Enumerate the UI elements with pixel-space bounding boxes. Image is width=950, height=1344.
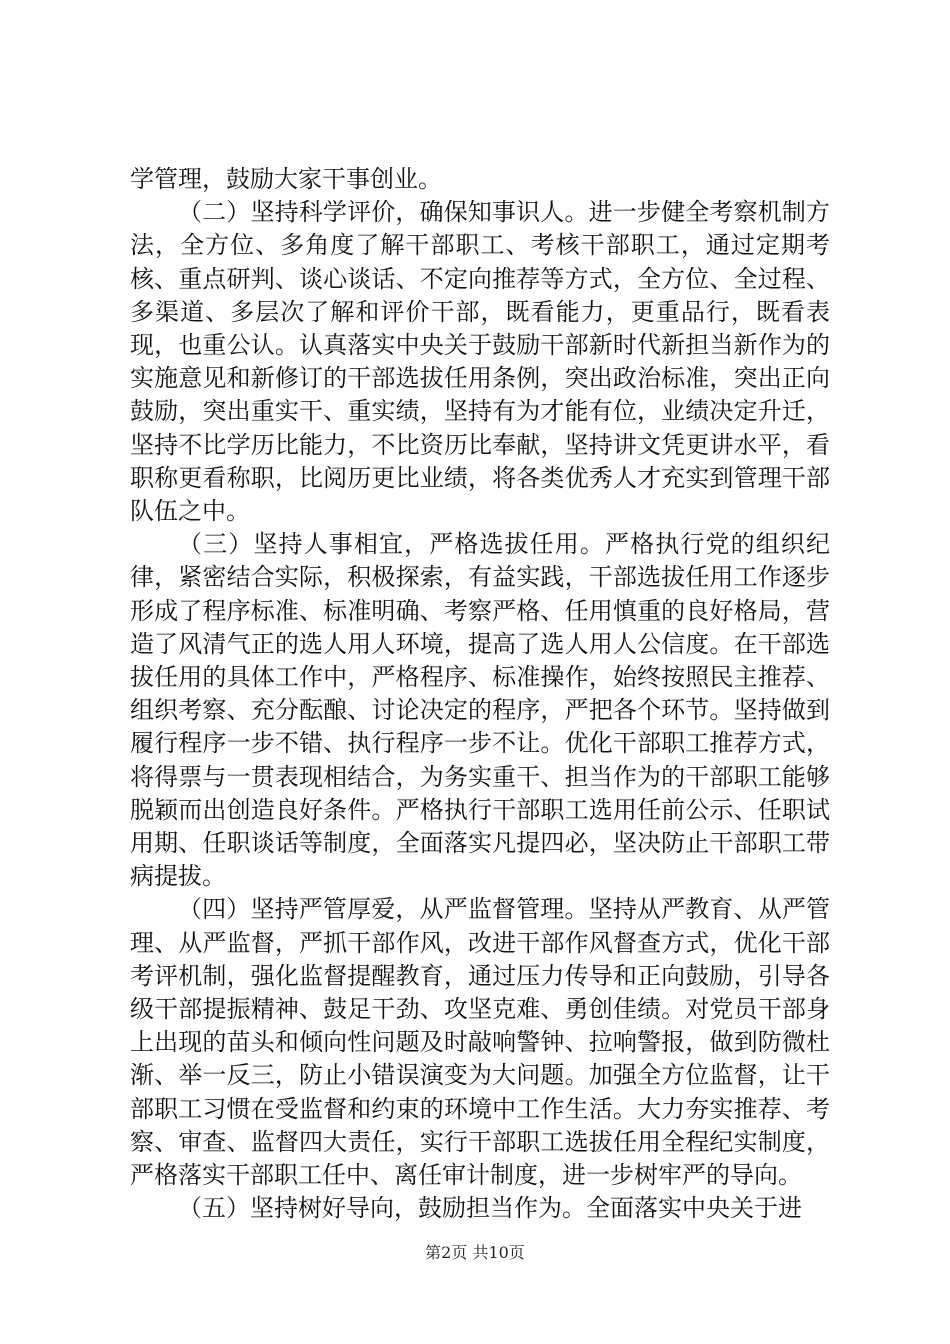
- paragraph-section-2: （二）坚持科学评价，确保知事识人。进一步健全考察机制方法，全方位、多角度了解干部职工、考核干部职工，通过定期考核、重点研判、谈心谈话、不定向推荐等方式，全方位、全过程、多渠道、多层次了解和评价干部，既看能力，更重品行，既看表现，也重公认。认真落实中央关于鼓励干部新时代新担当新作为的实施意见和新修订的干部选拔任用条例，突出政治标准，突出正向鼓励，突出重实干、重实绩，坚持有为才能有位，业绩决定升迁，坚持不比学历比能力，不比资历比奉献，坚持讲文凭更讲水平，看职称更看称职，比阅历更比业绩，将各类优秀人才充实到管理干部队伍之中。: [130, 198, 830, 526]
- paragraph-section-5: （五）坚持树好导向，鼓励担当作为。全面落实中央关于进: [178, 1194, 802, 1223]
- page-number-footer: 第2页 共10页: [425, 1243, 525, 1262]
- paragraph-section-3: （三）坚持人事相宜，严格选拔任用。严格执行党的组织纪律，紧密结合实际，积极探索，有益实践，干部选拔任用工作逐步形成了程序标准、标准明确、考察严格、任用慎重的良好格局，营造了风清气正的选人用人环境，提高了选人用人公信度。在干部选拔任用的具体工作中，严格程序、标准操作，始终按照民主推荐、组织考察、充分酝酿、讨论决定的程序，严把各个环节。坚持做到履行程序一步不错、执行程序一步不让。优化干部职工推荐方式，将得票与一贯表现相结合，为务实重干、担当作为的干部职工能够脱颖而出创造良好条件。严格执行干部职工选用任前公示、任职试用期、任职谈话等制度，全面落实凡提四必，坚决防止干部职工带病提拔。: [130, 530, 830, 891]
- paragraph-section-4: （四）坚持严管厚爱，从严监督管理。坚持从严教育、从严管理、从严监督，严抓干部作风，改进干部作风督查方式，优化干部考评机制，强化监督提醒教育，通过压力传导和正向鼓励，引导各级干部提振精神、鼓足干劲、攻坚克难、勇创佳绩。对党员干部身上出现的苗头和倾向性问题及时敲响警钟、拉响警报，做到防微杜渐、举一反三，防止小错误演变为大问题。加强全方位监督，让干部职工习惯在受监督和约束的环境中工作生活。大力夯实推荐、考察、审查、监督四大责任，实行干部职工选拔任用全程纪实制度，严格落实干部职工任中、离任审计制度，进一步树牢严的导向。: [130, 895, 830, 1190]
- paragraph-continuation: 学管理，鼓励大家干事创业。: [130, 165, 442, 193]
- document-body: [130, 163, 830, 1226]
